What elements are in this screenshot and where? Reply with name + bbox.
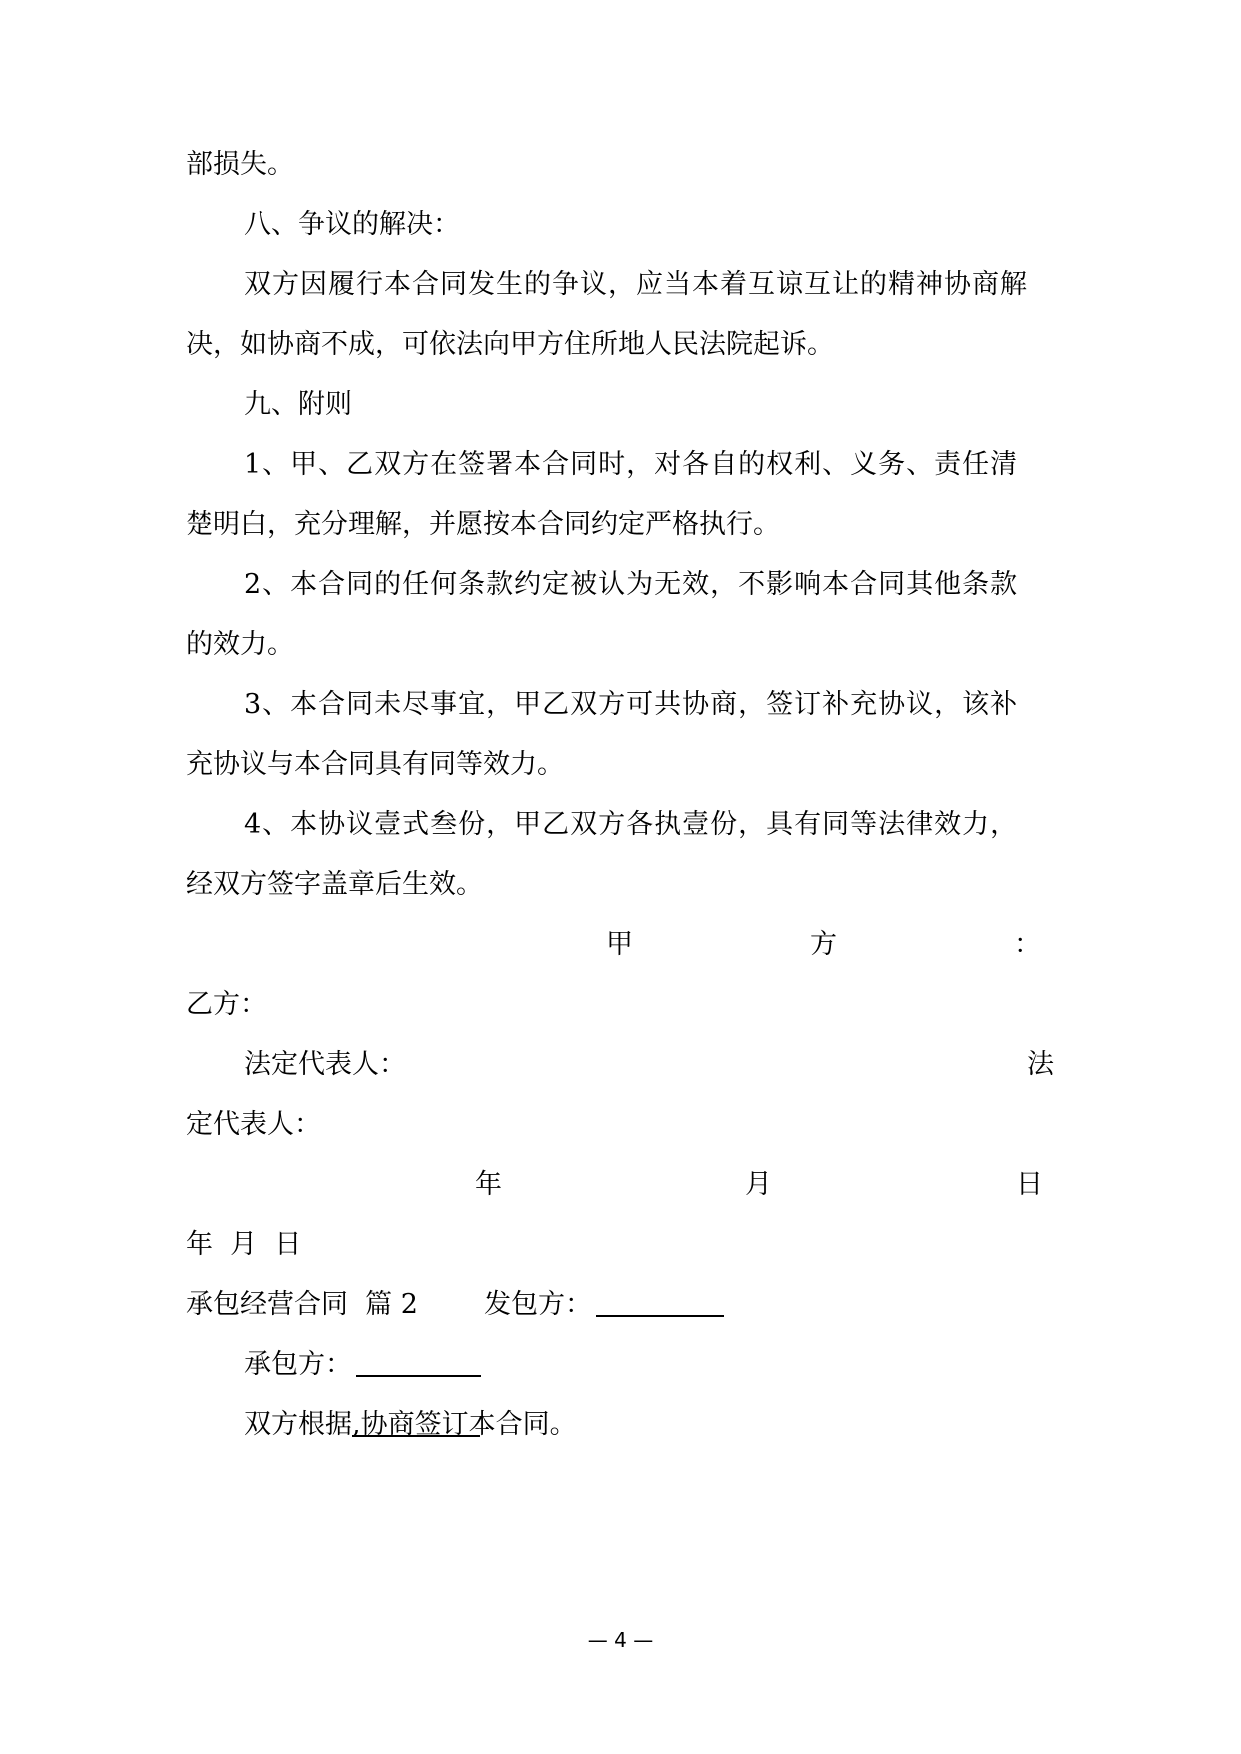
issuer-blank bbox=[596, 1285, 724, 1317]
paragraph-line: 充协议与本合同具有同等效力。 bbox=[186, 749, 564, 780]
paragraph-line: 的效力。 bbox=[186, 629, 294, 660]
issuer-field: 发包方： bbox=[484, 1285, 592, 1325]
paragraph-line: 决，如协商不成，可依法向甲方住所地人民法院起诉。 bbox=[186, 329, 834, 360]
section-heading-disputes: 八、争议的解决： bbox=[244, 209, 460, 240]
page-number: — 4 — bbox=[587, 1628, 654, 1652]
signature-party-b: 乙方： bbox=[186, 989, 267, 1020]
paragraph-line: 双方因履行本合同发生的争议，应当本着互谅互让的精神协商解 bbox=[244, 269, 1028, 300]
paragraph-line: 楚明白，充分理解，并愿按本合同约定严格执行。 bbox=[186, 509, 780, 540]
signature-legal-rep: 法定代表人： 法 bbox=[244, 1049, 1054, 1080]
signature-date-b: 年 月 日 bbox=[186, 1229, 302, 1260]
signature-party-a: 甲 方 ： bbox=[606, 929, 1041, 960]
signature-legal-rep-b: 定代表人： bbox=[186, 1109, 321, 1140]
paragraph-line: 经双方签字盖章后生效。 bbox=[186, 869, 483, 900]
contract2-header bbox=[0, 1285, 1241, 1325]
paragraph-line: 部损失。 bbox=[186, 149, 294, 180]
signature-date-a: 年 月 日 bbox=[475, 1169, 1043, 1200]
paragraph-line: 4、本协议壹式叁份，甲乙双方各执壹份，具有同等法律效力， bbox=[244, 809, 1019, 840]
paragraph-line: 2、本合同的任何条款约定被认为无效，不影响本合同其他条款 bbox=[244, 569, 1019, 600]
paragraph-line: 1、甲、乙双方在签署本合同时，对各自的权利、义务、责任清 bbox=[244, 449, 1019, 480]
section-heading-supplementary: 九、附则 bbox=[244, 389, 352, 420]
paragraph-line: 3、本合同未尽事宜，甲乙双方可共协商，签订补充协议，该补 bbox=[244, 689, 1019, 720]
contractor-field: 承包方： bbox=[0, 1345, 1241, 1385]
basis-blank bbox=[352, 1405, 480, 1437]
contract2-basis-line: 双方根据 ,协商签订本合同。 bbox=[0, 1405, 1241, 1445]
contractor-blank bbox=[356, 1345, 481, 1377]
contract2-title: 承包经营合同 篇 2 bbox=[186, 1289, 418, 1320]
